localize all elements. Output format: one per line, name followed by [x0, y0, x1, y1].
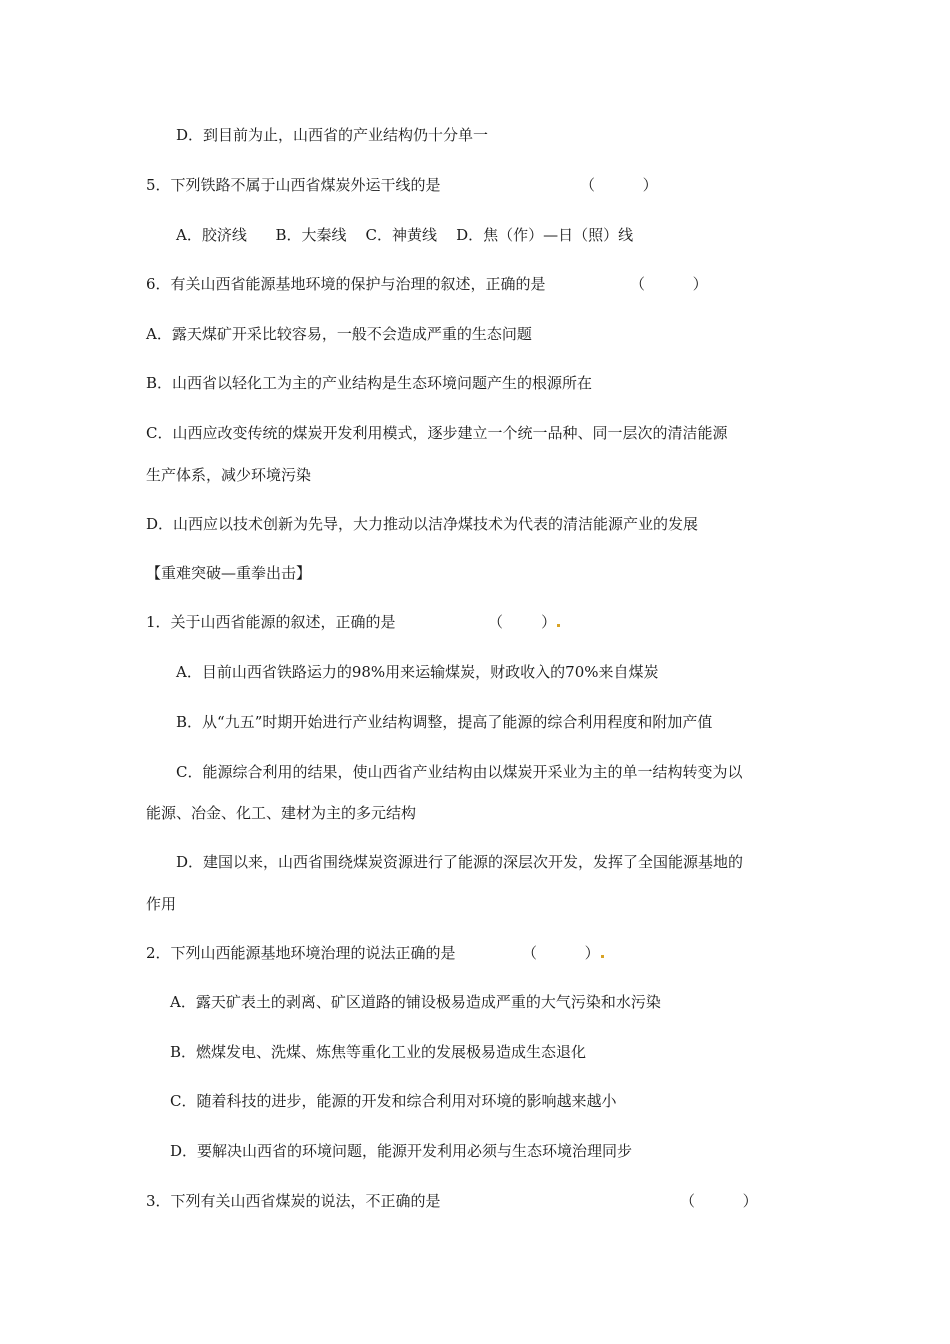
q6-option-b: B．山西省以轻化工为主的产业结构是生态环境问题产生的根源所在 [146, 374, 593, 392]
p2-q1-option-d: D．建国以来，山西省围绕煤炭资源进行了能源的深层次开发，发挥了全国能源基地的 [176, 853, 744, 871]
p2-q1-option-c: C．能源综合利用的结果，使山西省产业结构由以煤炭开采业为主的单一结构转变为以 [176, 763, 743, 781]
p2-q2-option-a: A．露天矿表土的剥离、矿区道路的铺设极易造成严重的大气污染和水污染 [170, 993, 661, 1011]
p2-q3-stem: 3．下列有关山西省煤炭的说法，不正确的是 [146, 1192, 441, 1210]
p2-q1-option-a: A．目前山西省铁路运力的98%用来运输煤炭，财政收入的70%来自煤炭 [176, 663, 659, 681]
q6-option-a: A．露天煤矿开采比较容易，一般不会造成严重的生态问题 [146, 325, 532, 343]
answer-paren: （ ） [680, 1192, 758, 1210]
q6-option-d: D．山西应以技术创新为先导，大力推动以洁净煤技术为代表的清洁能源产业的发展 [146, 515, 699, 533]
answer-paren: （ ） [630, 275, 708, 293]
section-heading: 【重难突破—重拳出击】 [146, 564, 312, 582]
decorative-dot [557, 624, 560, 627]
p2-q2-option-c: C．随着科技的进步，能源的开发和综合利用对环境的影响越来越小 [170, 1092, 617, 1110]
q6-stem: 6．有关山西省能源基地环境的保护与治理的叙述，正确的是 [146, 275, 546, 293]
q5-stem: 5．下列铁路不属于山西省煤炭外运干线的是 [146, 176, 441, 194]
p2-q2-option-b: B．燃煤发电、洗煤、炼焦等重化工业的发展极易造成生态退化 [170, 1043, 587, 1061]
p2-q1-stem: 1．关于山西省能源的叙述，正确的是 [146, 613, 396, 631]
q4-option-d: D．到目前为止，山西省的产业结构仍十分单一 [176, 126, 489, 144]
p2-q2-option-d: D．要解决山西省的环境问题，能源开发利用必须与生态环境治理同步 [170, 1142, 633, 1160]
answer-paren: （ ） [522, 943, 605, 963]
answer-paren: （ ） [488, 612, 561, 632]
p2-q1-option-c-continued: 能源、冶金、化工、建材为主的多元结构 [146, 804, 417, 822]
p2-q1-option-b: B．从“九五”时期开始进行产业结构调整，提高了能源的综合利用程度和附加产值 [176, 713, 713, 731]
answer-paren: （ ） [580, 176, 658, 194]
decorative-dot [601, 955, 604, 958]
q5-options: A．胶济线 B．大秦线 C．神黄线 D．焦（作）—日（照）线 [176, 226, 634, 244]
p2-q2-stem: 2．下列山西能源基地环境治理的说法正确的是 [146, 944, 456, 962]
q6-option-c-continued: 生产体系，减少环境污染 [146, 466, 312, 484]
p2-q1-option-d-continued: 作用 [146, 895, 177, 913]
q6-option-c: C．山西应改变传统的煤炭开发利用模式，逐步建立一个统一品种、同一层次的清洁能源 [146, 424, 728, 442]
